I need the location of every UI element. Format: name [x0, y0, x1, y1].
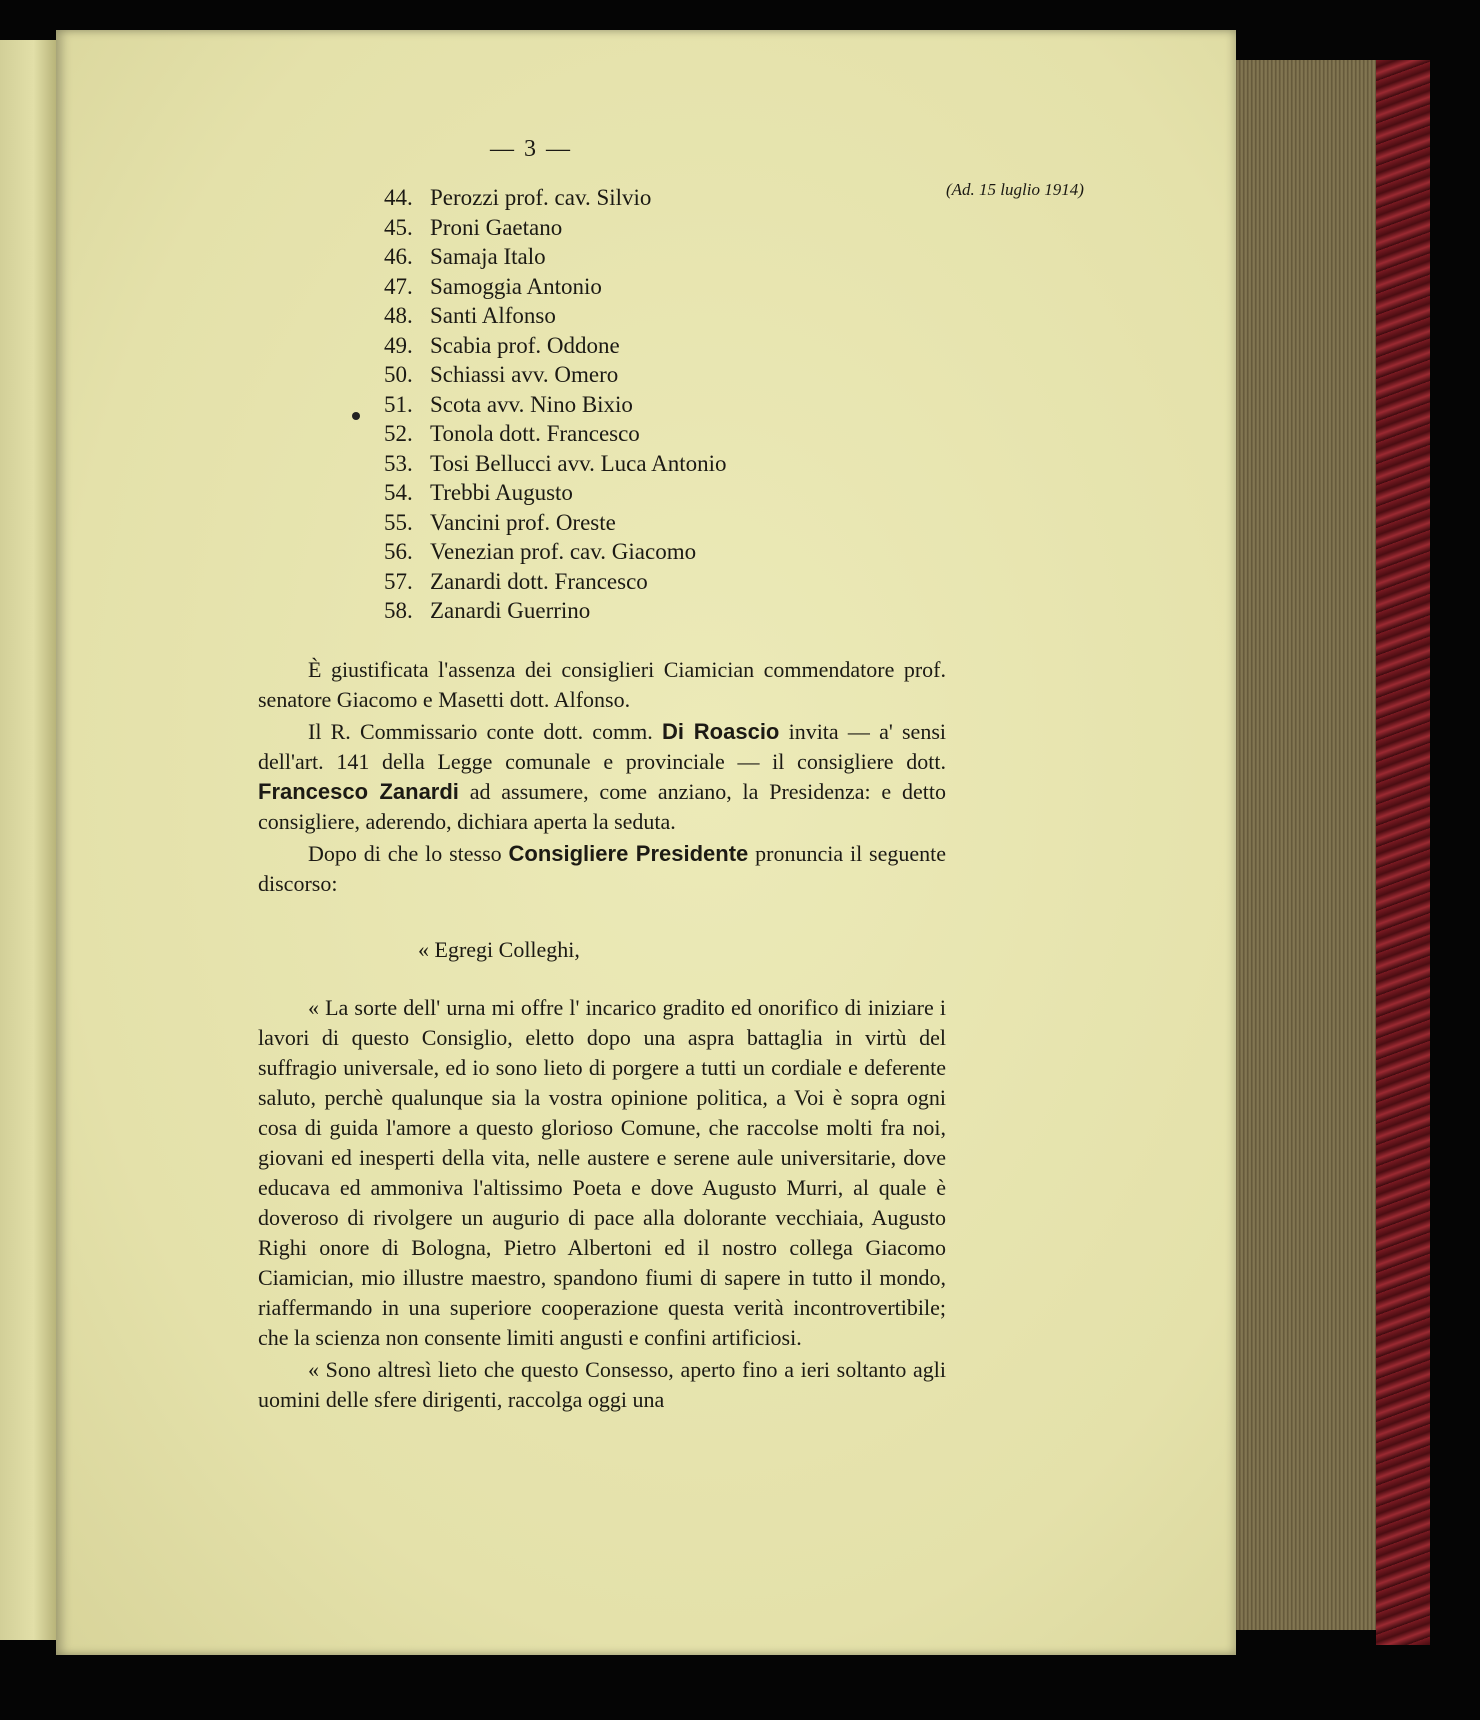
list-item: [384, 331, 726, 361]
list-item: [384, 301, 726, 331]
item-name: Zanardi dott. Francesco: [430, 568, 648, 594]
item-name: Scota avv. Nino Bixio: [430, 391, 633, 417]
speech-intro-paragraph: [258, 839, 946, 899]
page-block-edge: [1236, 60, 1376, 1630]
list-item: [384, 242, 726, 272]
item-name: Venezian prof. cav. Giacomo: [430, 539, 697, 564]
absence-paragraph: È giustificata l'assenza dei consiglieri Ciamician commendatore prof. senatore Giacomo e Masetti dott. Alfonso.: [258, 657, 946, 712]
item-name: Vancini prof. Oreste: [430, 509, 616, 535]
list-item: [384, 508, 726, 538]
ink-speck: [352, 412, 360, 420]
item-number: 52.: [384, 421, 413, 446]
speech-paragraph: « Sono altresì lieto che questo Consesso, aperto fino a ieri soltanto agli uomini delle sfere dirigenti, raccolga oggi una: [258, 1357, 946, 1412]
item-number: 48.: [384, 303, 413, 328]
item-name: Tonola dott. Francesco: [430, 421, 640, 446]
item-name: Schiassi avv. Omero: [430, 362, 619, 387]
item-name: Trebbi Augusto: [430, 480, 573, 505]
speech: [258, 993, 946, 1415]
item-number: 44.: [384, 185, 413, 210]
item-name: Proni Gaetano: [430, 214, 563, 240]
paragraph-text: pronuncia il seguente discorso:: [258, 841, 947, 896]
list-item: [384, 390, 726, 420]
item-number: 46.: [384, 244, 413, 269]
list-item: [384, 360, 726, 390]
item-number: 57.: [384, 568, 413, 594]
president-title: Consigliere Presidente: [508, 841, 749, 866]
item-number: 45.: [384, 214, 413, 240]
item-number: 49.: [384, 332, 413, 358]
paragraph-text: Dopo di che lo stesso: [308, 841, 502, 866]
item-name: Samoggia Antonio: [430, 273, 602, 299]
paragraph-text: ad assumere, come anziano, la Presidenza: e detto consigliere, aderendo, dichiara aperta la seduta.: [258, 779, 946, 834]
list-item: [384, 537, 726, 567]
list-item: [384, 567, 726, 597]
speech-paragraph: « La sorte dell' urna mi offre l' incarico gradito ed onorifico di iniziare i lavori di questo Consiglio, eletto dopo una aspra battaglia in virtù del suffragio universale, ed io sono lieto di porgere a tutti un cordiale e deferente saluto, perchè qualunque sia la vostra opinione politica, a Voi è sopra ogni cosa di guida l'amore a questo glorioso Comune, che raccolse molti fra noi, giovani ed inesperti della vita, nelle austere e serene aule universitarie, dove educava ed ammoniva l'altissimo Poeta e dove Augusto Murri, al quale è doveroso di rivolgere un augurio di pace alla dolorante vecchiaia, Augusto Righi onore di Bologna, Pietro Albertoni ed il nostro collega Giacomo Ciamician, mio illustre maestro, spandono fiumi di sapere in tutto il mondo, riaffermando in una superiore cooperazione questa verità incontrovertibile; che la scienza non consente limiti angusti e confini artificiosi.: [258, 995, 946, 1350]
paragraph-text: invita — a' sensi dell'art. 141 della Legge comunale e provinciale — il consigliere dott.: [258, 719, 946, 774]
list-item: [384, 272, 726, 302]
list-item: [384, 213, 726, 243]
item-number: 47.: [384, 273, 413, 299]
councillor-list: [384, 183, 726, 626]
item-number: 51.: [384, 391, 413, 417]
list-item: [384, 449, 726, 479]
list-item: [384, 478, 726, 508]
list-item: [384, 419, 726, 449]
item-name: Samaja Italo: [430, 244, 546, 269]
commissioner-name: Di Roascio: [661, 719, 780, 744]
list-item: [384, 183, 726, 213]
item-name: Zanardi Guerrino: [430, 598, 591, 623]
salutation: « Egregi Colleghi,: [418, 937, 580, 962]
item-number: 58.: [384, 598, 413, 623]
item-name: Perozzi prof. cav. Silvio: [430, 185, 652, 210]
item-name: Santi Alfonso: [430, 303, 556, 328]
item-name: Scabia prof. Oddone: [430, 332, 620, 358]
item-number: 54.: [384, 480, 413, 505]
body-text: [258, 655, 946, 1417]
item-number: 53.: [384, 450, 413, 476]
marbled-cover: [1376, 60, 1430, 1645]
item-number: 55.: [384, 509, 413, 535]
left-page-edge: [0, 40, 56, 1640]
page-number: — 3 —: [490, 136, 572, 162]
paragraph-text: Il R. Commissario conte dott. comm.: [308, 719, 653, 744]
item-number: 50.: [384, 362, 413, 387]
item-name: Tosi Bellucci avv. Luca Antonio: [430, 450, 727, 476]
date-header: (Ad. 15 luglio 1914): [946, 180, 1084, 199]
list-item: [384, 596, 726, 626]
commissioner-paragraph: [258, 717, 946, 837]
item-number: 56.: [384, 539, 413, 564]
president-name: Francesco Zanardi: [258, 779, 459, 804]
